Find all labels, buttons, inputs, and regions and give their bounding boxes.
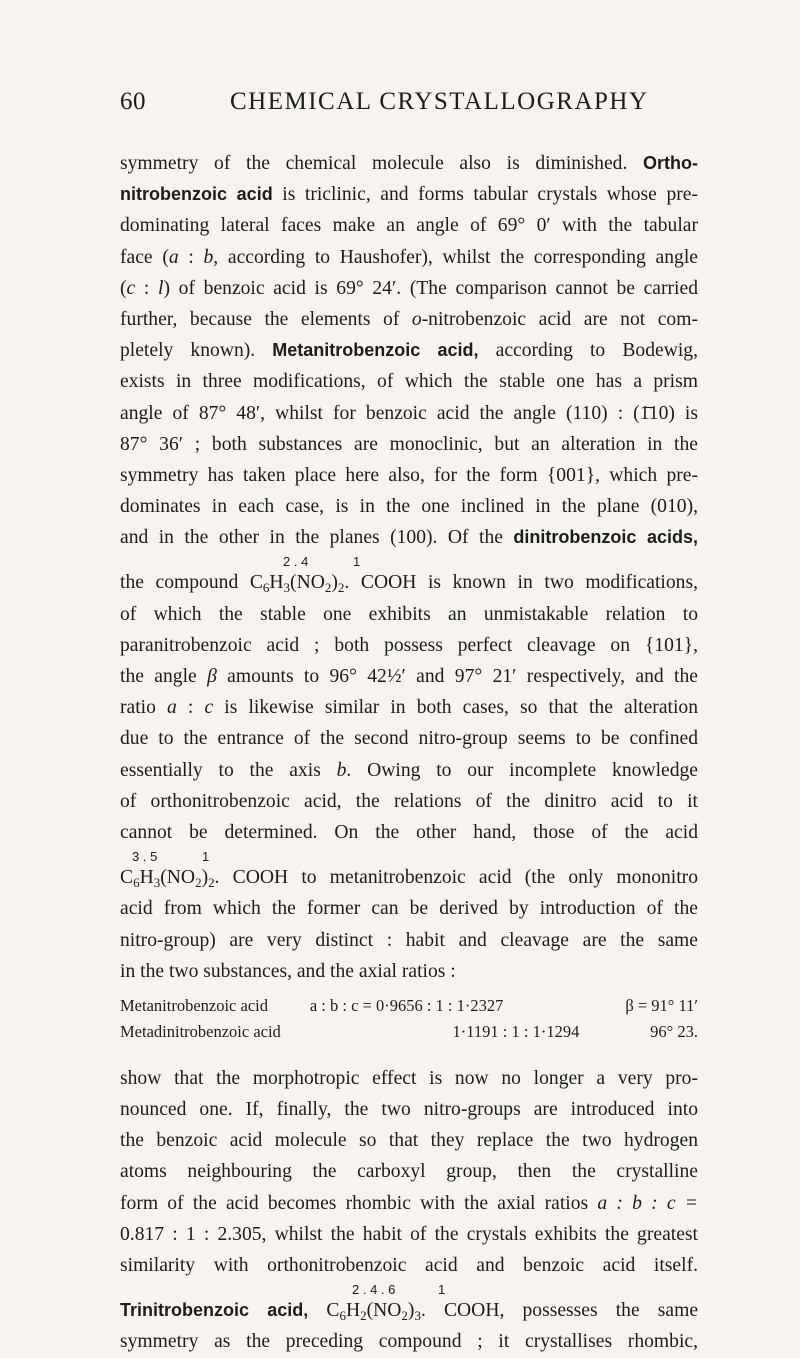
text-line: the benzoic acid molecule so that they replace the two hydrogen [120, 1130, 698, 1152]
text-line: 0.817 : 1 : 2.305, whilst the habit of the crystals exhibits the greatest [120, 1223, 698, 1245]
beta-angle: 96° 23. [650, 1021, 698, 1041]
text-line: similarity with orthonitrobenzoic acid and benzoic acid itself. [120, 1255, 698, 1276]
table-row [120, 1019, 698, 1045]
text-line: nounced one. If, finally, the two nitro-groups are introduced into [120, 1099, 698, 1121]
text-line: form of the acid becomes rhombic with the axial ratios a : b : c = [120, 1192, 698, 1214]
formula-line: the compound $C_6H_3(NO_2)_2$. COOH is known in two modifications, [120, 572, 698, 596]
text-line: angle of 87° 48′, whilst for benzoic acid the angle (110) : (1̄10) is [120, 402, 698, 424]
table-row [120, 993, 698, 1019]
text-line: and in the other in the planes (100). Of the dinitrobenzoic acids, [120, 527, 698, 549]
position-numbers: 3 . 5 1 [132, 849, 210, 865]
bold-term: Ortho- [643, 153, 698, 173]
text-line: ratio a : c is likewise similar in both cases, so that the alteration [120, 697, 698, 719]
bold-term: nitrobenzoic acid [120, 184, 273, 205]
axial-ratio-table [120, 993, 698, 1045]
text-line: paranitrobenzoic acid ; both possess perfect cleavage on {101}, [120, 634, 698, 656]
text-line: atoms neighbouring the carboxyl group, then the crystalline [120, 1161, 698, 1183]
text-line: essentially to the axis b. Owing to our incomplete knowledge [120, 759, 698, 781]
text-line: exists in three modifications, of which the stable one has a prism [120, 371, 698, 393]
axial-ratio: a : b : c = 0·9656 : 1 : 1·2327 [309, 995, 504, 1015]
axial-ratio: 1·1191 : 1 : 1·1294 [452, 1021, 580, 1041]
text-line: the angle β amounts to 96° 42½′ and 97° 21′ respectively, and the [120, 666, 698, 687]
text-line: (c : l) of benzoic acid is 69° 24′. (The comparison cannot be carried [120, 277, 698, 299]
text-line: symmetry has taken place here also, for the form {001}, which pre- [120, 464, 698, 486]
compound-name: Metanitrobenzoic acid [120, 995, 268, 1015]
bold-term: dinitrobenzoic acids, [513, 527, 698, 548]
bold-term: Metanitrobenzoic acid, [272, 340, 479, 361]
text-line: symmetry as the preceding compound ; it crystallises rhombic, [120, 1331, 698, 1353]
beta-angle: β = 91° 11′ [625, 995, 698, 1015]
compound-name: Metadinitrobenzoic acid [120, 1021, 281, 1041]
position-numbers: 2 . 4 1 [283, 554, 361, 570]
text-line: of orthonitrobenzoic acid, the relations of the dinitro acid to it [120, 790, 698, 812]
position-numbers: 2 . 4 . 6 1 [352, 1282, 446, 1298]
body-text [120, 148, 698, 1358]
formula-line: $C_6H_3(NO_2)_2$. COOH to metanitrobenzoic acid (the only mononitro [120, 867, 698, 891]
text-line: further, because the elements of o-nitrobenzoic acid are not com- [120, 308, 698, 330]
text-line: acid from which the former can be derived by introduction of the [120, 898, 698, 920]
text-line: 87° 36′ ; both substances are monoclinic, but an alteration in the [120, 433, 698, 455]
text-line: nitrobenzoic acid is triclinic, and forms tabular crystals whose pre- [120, 184, 698, 206]
text-line: face (a : b, according to Haushofer), whilst the corresponding angle [120, 246, 698, 268]
text-line: in the two substances, and the axial ratios : [120, 960, 456, 982]
text-line: nitro-group) are very distinct : habit and cleavage are the same [120, 929, 698, 951]
formula-line: Trinitrobenzoic acid, $C_6H_2(NO_2)_3$. COOH, possesses the same [120, 1300, 699, 1324]
text-line: pletely known). Metanitrobenzoic acid, according to Bodewig, [120, 340, 698, 362]
text-line: show that the morphotropic effect is now no longer a very pro- [120, 1067, 698, 1089]
text-line: of which the stable one exhibits an unmistakable relation to [120, 603, 698, 625]
text-line: dominating lateral faces make an angle of 69° 0′ with the tabular [120, 215, 698, 237]
text-line: due to the entrance of the second nitro-group seems to be confined [120, 728, 698, 750]
running-title: CHEMICAL CRYSTALLOGRAPHY [230, 88, 649, 115]
text-line: symmetry of the chemical molecule also is diminished. Ortho- [120, 153, 698, 174]
text-line: cannot be determined. On the other hand, those of the acid [120, 821, 698, 843]
bold-term: Trinitrobenzoic acid, [120, 1300, 309, 1321]
text-line: dominates in each case, is in the one inclined in the plane (010), [120, 496, 698, 518]
page-number: 60 [120, 88, 146, 115]
